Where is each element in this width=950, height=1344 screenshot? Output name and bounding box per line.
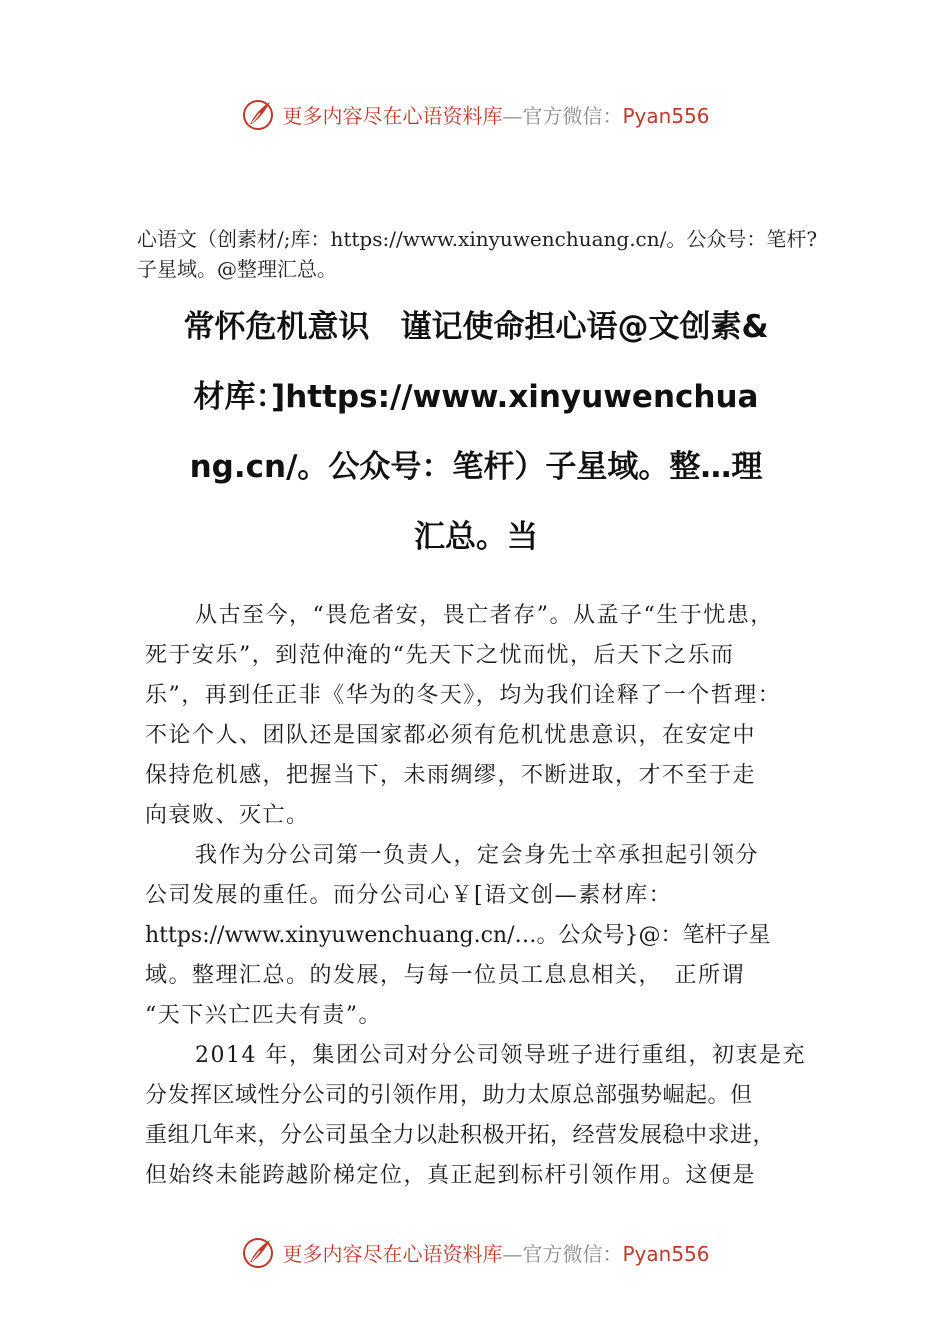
source-line: 心语文（创素材/;库：https://www.xinyuwenchuang.cn/。公众号：笔杆?子星域。@整理汇总。	[137, 227, 818, 281]
body-line: 但始终未能跨越阶梯定位，真正起到标杆引领作用。这便是	[145, 1163, 757, 1188]
banner-wechat-id: Pyan556	[622, 1241, 710, 1266]
quill-pen-logo-icon	[240, 96, 276, 132]
body-line: 从古至今，“畏危者安，畏亡者存”。从孟子“生于忧患，	[195, 603, 774, 628]
title-line: ng.cn/。公众号：笔杆）子星域。整…理	[189, 449, 763, 485]
banner-red-text: 更多内容尽在心语资料库	[282, 1241, 503, 1266]
title-line: 常怀危机意识 谨记使命担心语@文创素&	[183, 309, 769, 345]
title-line: 汇总。当	[414, 519, 538, 555]
banner-wechat-id: Pyan556	[622, 103, 710, 128]
body-line: 2014 年，集团公司对分公司领导班子进行重组，初衷是充	[195, 1043, 806, 1068]
banner-red-text: 更多内容尽在心语资料库	[282, 103, 503, 128]
body-line: 乐”，再到任正非《华为的冬天》，均为我们诠释了一个哲理：	[145, 683, 782, 708]
quill-pen-logo-icon	[240, 1234, 276, 1270]
body-line: https://www.xinyuwenchuang.cn/…。公众号}@：笔杆子星	[145, 923, 771, 948]
body-line: “天下兴亡匹夫有责”。	[145, 1003, 382, 1028]
body-line: 公司发展的重任。而分公司心￥[语文创—素材库：	[145, 883, 673, 908]
document-title	[138, 292, 814, 572]
banner-text	[282, 1238, 709, 1267]
title-line: 材库：]https://www.xinyuwenchua	[193, 379, 759, 415]
body-line: 保持危机感，把握当下，未雨绸缪，不断进取，才不至于走	[145, 763, 757, 788]
body-line: 死于安乐”，到范仲淹的“先天下之忧而忧，后天下之乐而	[145, 643, 735, 668]
banner-text	[282, 100, 709, 129]
body-line: 重组几年来，分公司虽全力以赴积极开拓，经营发展稳中求进，	[145, 1123, 776, 1148]
body-line: 分发挥区域性分公司的引领作用，助力太原总部强势崛起。但	[145, 1083, 753, 1108]
body-line: 向衰败、灭亡。	[145, 803, 310, 828]
body-line: 我作为分公司第一负责人，定会身先士卒承担起引领分	[195, 843, 760, 868]
footer-banner	[0, 1232, 950, 1272]
body-line: 域。整理汇总。的发展，与每一位员工息息相关， 正所谓	[145, 963, 746, 988]
body-line: 不论个人、团队还是国家都必须有危机忧患意识，在安定中	[145, 723, 757, 748]
banner-gray-text: —官方微信：	[502, 103, 623, 128]
banner-gray-text: —官方微信：	[502, 1241, 623, 1266]
header-banner	[0, 94, 950, 134]
body-text	[145, 596, 835, 1196]
